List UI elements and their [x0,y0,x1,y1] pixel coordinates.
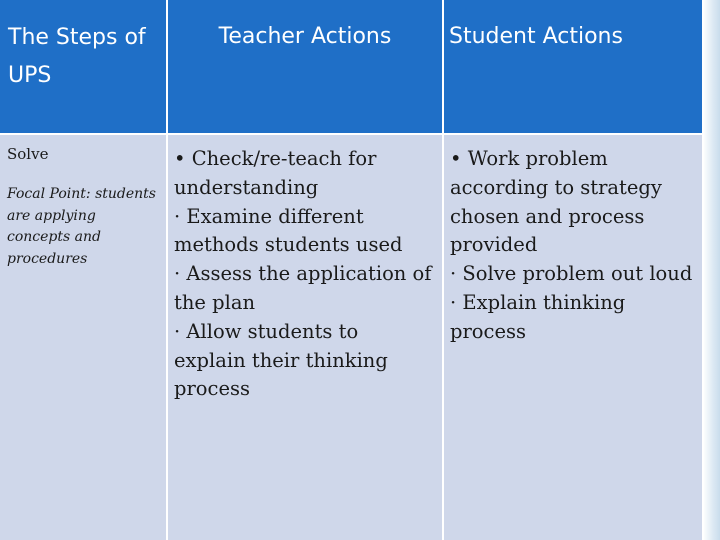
teacher-actions-list [168,135,442,404]
list-item: · Examine different methods students used [174,204,403,257]
list-item: • Work problem according to strategy chosen and process provided [450,147,662,257]
list-item: · Allow students to explain their thinking process [174,319,388,401]
header-label: Student Actions [449,24,623,49]
header-student-actions [443,0,703,134]
table-row [0,134,703,540]
header-teacher-actions [167,0,443,134]
step-name: Solve [7,145,49,163]
list-item: · Assess the application of the plan [174,262,432,314]
header-steps-of-ups [0,0,167,134]
step-cell [0,134,167,540]
focal-point [7,184,160,270]
table-header-row [0,0,703,134]
focal-point-text: students are applying concepts and procedures [7,186,156,267]
header-label: The Steps of UPS [8,25,146,88]
student-actions-cell [443,134,703,540]
header-label: Teacher Actions [218,24,392,49]
teacher-actions-cell [167,134,443,540]
slide-edge-decoration [703,0,720,540]
list-item: • Check/re-teach for understanding [174,147,377,199]
student-actions-list [444,135,702,347]
list-item: · Explain thinking process [450,290,626,343]
list-item: · Solve problem out loud [450,262,693,286]
focal-point-label: Focal Point: [7,186,91,202]
